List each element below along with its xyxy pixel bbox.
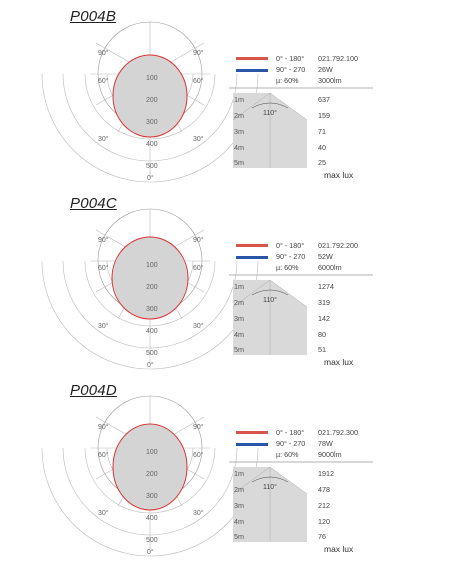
distance-label: 1m	[234, 469, 244, 478]
lux-value: 478	[318, 485, 330, 494]
beam-diagram	[0, 382, 452, 570]
lumen: 3000lm	[318, 76, 342, 85]
max-lux-label: max lux	[324, 170, 354, 180]
lux-value: 80	[318, 330, 326, 339]
angle-label-60-left: 60°	[98, 78, 109, 85]
distance-label: 1m	[234, 282, 244, 291]
lumen: 9000lm	[318, 450, 342, 459]
angle-label-0: 0°	[147, 175, 154, 182]
distance-label: 4m	[234, 143, 244, 152]
product-code: P004D	[70, 382, 117, 399]
lux-value: 319	[318, 298, 330, 307]
scale-label: 200	[146, 471, 158, 478]
lux-value: 1274	[318, 282, 334, 291]
panel-p004b	[0, 8, 452, 196]
angle-label-90-right: 90°	[193, 424, 204, 431]
lux-value: 40	[318, 143, 326, 152]
angle-label-0: 0°	[147, 549, 154, 556]
angle-label-60-left: 60°	[98, 452, 109, 459]
angle-label-60-right: 60°	[193, 452, 204, 459]
beam-angle: 110°	[263, 110, 277, 117]
plane-0-180: 0° - 180°	[276, 54, 305, 63]
angle-label-60-right: 60°	[193, 265, 204, 272]
beam-diagram	[0, 8, 452, 196]
distance-label: 4m	[234, 330, 244, 339]
power: 26W	[318, 65, 333, 74]
lux-value: 1912	[318, 469, 334, 478]
scale-label: 100	[146, 75, 158, 82]
panel-p004d	[0, 382, 452, 570]
plane-0-180: 0° - 180°	[276, 241, 305, 250]
distance-label: 4m	[234, 517, 244, 526]
distance-label: 2m	[234, 485, 244, 494]
scale-label: 100	[146, 262, 158, 269]
product-code: P004B	[70, 8, 117, 25]
lux-value: 120	[318, 517, 330, 526]
distance-label: 2m	[234, 111, 244, 120]
article-number: 021.792.100	[318, 54, 358, 63]
scale-label: 300	[146, 306, 158, 313]
lux-value: 71	[318, 127, 326, 136]
max-lux-label: max lux	[324, 544, 354, 554]
angle-label-90-left: 90°	[98, 50, 109, 57]
plane-90-270: 90° - 270	[276, 65, 306, 74]
lux-value: 212	[318, 501, 330, 510]
efficiency: µ: 60%	[276, 450, 299, 459]
angle-label-30-right: 30°	[193, 323, 204, 330]
scale-label: 300	[146, 493, 158, 500]
distance-label: 1m	[234, 95, 244, 104]
lux-value: 25	[318, 158, 326, 167]
scale-label: 300	[146, 119, 158, 126]
angle-label-60-left: 60°	[98, 265, 109, 272]
angle-label-60-right: 60°	[193, 78, 204, 85]
article-number: 021.792.300	[318, 428, 358, 437]
power: 78W	[318, 439, 333, 448]
lumen: 6000lm	[318, 263, 342, 272]
scale-label: 400	[146, 141, 158, 148]
distance-label: 3m	[234, 127, 244, 136]
scale-label: 500	[146, 350, 158, 357]
angle-label-90-left: 90°	[98, 237, 109, 244]
scale-label: 200	[146, 284, 158, 291]
beam-diagram	[0, 195, 452, 383]
lux-value: 51	[318, 345, 326, 354]
product-code: P004C	[70, 195, 117, 212]
distance-label: 3m	[234, 314, 244, 323]
lux-value: 76	[318, 532, 326, 541]
efficiency: µ: 60%	[276, 263, 299, 272]
lux-value: 159	[318, 111, 330, 120]
scale-label: 500	[146, 163, 158, 170]
angle-label-90-right: 90°	[193, 50, 204, 57]
beam-angle: 110°	[263, 484, 277, 491]
angle-label-30-right: 30°	[193, 136, 204, 143]
power: 52W	[318, 252, 333, 261]
angle-label-30-left: 30°	[98, 323, 109, 330]
distance-label: 5m	[234, 158, 244, 167]
scale-label: 100	[146, 449, 158, 456]
distance-label: 5m	[234, 532, 244, 541]
angle-label-90-right: 90°	[193, 237, 204, 244]
scale-label: 400	[146, 515, 158, 522]
distance-label: 2m	[234, 298, 244, 307]
angle-label-30-left: 30°	[98, 510, 109, 517]
scale-label: 200	[146, 97, 158, 104]
angle-label-90-left: 90°	[98, 424, 109, 431]
distance-label: 5m	[234, 345, 244, 354]
angle-label-30-left: 30°	[98, 136, 109, 143]
scale-label: 500	[146, 537, 158, 544]
plane-90-270: 90° - 270	[276, 439, 306, 448]
angle-label-30-right: 30°	[193, 510, 204, 517]
article-number: 021.792.200	[318, 241, 358, 250]
angle-label-0: 0°	[147, 362, 154, 369]
efficiency: µ: 60%	[276, 76, 299, 85]
lux-value: 637	[318, 95, 330, 104]
panel-p004c	[0, 195, 452, 383]
max-lux-label: max lux	[324, 357, 354, 367]
distance-label: 3m	[234, 501, 244, 510]
plane-0-180: 0° - 180°	[276, 428, 305, 437]
beam-angle: 110°	[263, 297, 277, 304]
plane-90-270: 90° - 270	[276, 252, 306, 261]
lux-value: 142	[318, 314, 330, 323]
scale-label: 400	[146, 328, 158, 335]
